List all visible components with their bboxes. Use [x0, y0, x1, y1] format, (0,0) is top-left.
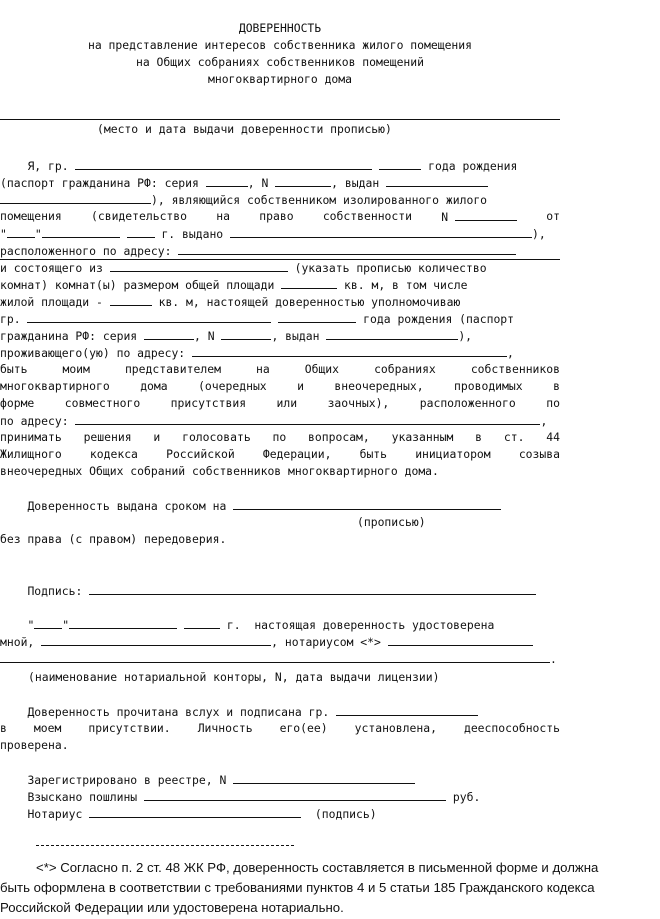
body-line-15: форме совместного присутствия или заочных), расположенного по	[0, 396, 560, 410]
presence-line: в моем присутствии. Личность его(ее) установлена, дееспособность	[0, 721, 560, 735]
signature-label: Подпись:	[27, 584, 83, 598]
document-subtitle-line-1: на представление интересов собственника жилого помещения	[87, 38, 473, 52]
proxy-rights-line: без права (с правом) передоверия.	[0, 532, 227, 546]
document-subtitle-line-3: многоквартирного дома	[207, 72, 352, 86]
passport-series-field[interactable]	[206, 174, 248, 187]
signer-name-field[interactable]	[336, 703, 478, 716]
notary-name-field[interactable]	[41, 633, 271, 646]
notary-office-caption: (наименование нотариальной конторы, N, дата выдачи лицензии)	[28, 670, 440, 684]
certified-text: настоящая доверенность удостоверена	[254, 618, 495, 632]
place-date-caption: (место и дата выдачи доверенности прописью)	[97, 122, 392, 136]
footnote-line-1: <*> Согласно п. 2 ст. 48 ЖК РФ, доверенность составляется в письменной форме и должна	[36, 860, 599, 875]
notary-name-line: мной, , нотариусом <*>	[0, 633, 560, 650]
notary-signature-field[interactable]	[89, 805, 301, 818]
notary-office-field[interactable]	[388, 633, 533, 646]
term-caption: (прописью)	[357, 515, 426, 529]
notary-office-line: .	[0, 650, 560, 667]
body-line-9: жилой площади - кв. м, настоящей доверенностью уполномочиваю	[0, 295, 461, 309]
term-field[interactable]	[233, 497, 501, 510]
body-line-18: Жилищного кодекса Российской Федерации, быть инициатором созыва	[0, 447, 560, 461]
representative-passport-issuer-field[interactable]	[326, 327, 458, 340]
place-date-field[interactable]	[0, 119, 560, 120]
notary-office-continued-field[interactable]	[0, 650, 550, 663]
representative-birth-year-field[interactable]	[278, 310, 356, 323]
body-line-13: быть моим представителем на Общих собраниях собственников	[0, 362, 560, 376]
living-area-field[interactable]	[110, 293, 152, 306]
body-line-16: по адресу: ,	[0, 414, 548, 428]
duty-line: Взыскано пошлины руб.	[27, 790, 481, 804]
body-line-6: расположенного по адресу:	[0, 242, 560, 259]
principal-signature-field[interactable]	[89, 582, 536, 595]
term-label: Доверенность выдана сроком на	[27, 499, 227, 513]
body-line-14: многоквартирного дома (очередных и внеочередных, проводимых в	[0, 379, 560, 393]
registry-line: Зарегистрировано в реестре, N	[0, 771, 560, 788]
verified-line: проверена.	[0, 738, 69, 752]
notary-month-field[interactable]	[69, 616, 177, 629]
registry-number-field[interactable]	[233, 771, 415, 784]
signature-line	[0, 582, 560, 599]
read-aloud-line: Доверенность прочитана вслух и подписана гр.	[0, 703, 560, 720]
total-area-field[interactable]	[281, 276, 337, 289]
representative-passport-series-field[interactable]	[144, 327, 194, 340]
principal-name-field[interactable]	[75, 157, 372, 170]
building-address-field[interactable]	[75, 412, 540, 425]
body-line-11: гражданина РФ: серия , N , выдан ),	[0, 329, 473, 343]
document-title: ДОВЕРЕННОСТЬ	[238, 21, 322, 35]
body-line-2: (паспорт гражданина РФ: серия , N , выдан	[0, 174, 560, 191]
body-line-19: внеочередных Общих собраний собственников многоквартирного дома.	[0, 464, 439, 478]
body-line-10: гр. года рождения (паспорт	[0, 312, 515, 326]
certificate-year-field[interactable]	[127, 225, 155, 238]
body-line-1	[0, 157, 560, 174]
passport-number-field[interactable]	[275, 174, 331, 187]
passport-issuer-field[interactable]	[386, 174, 488, 187]
notary-year-field[interactable]	[184, 616, 220, 629]
principal-birth-year-field[interactable]	[379, 157, 421, 170]
birth-year-label: года рождения	[428, 159, 518, 173]
body-line-8: комнат) комнат(ы) размером общей площади кв. м, в том числе	[0, 278, 468, 292]
body-line-5: " " г. выдано ),	[0, 227, 546, 241]
notary-signature-line: Нотариус (подпись)	[27, 807, 377, 821]
citizen-label: Я, гр.	[27, 159, 69, 173]
body-line-3: ), являющийся собственником изолированного жилого	[0, 191, 560, 208]
passport-issuer-continued-field[interactable]	[0, 191, 151, 204]
document-subtitle-line-2: на Общих собраниях собственников помещений	[135, 55, 425, 69]
rooms-count-field[interactable]	[110, 259, 288, 272]
body-line-12: проживающего(ую) по адресу: ,	[0, 346, 514, 360]
footnote-separator	[36, 845, 294, 846]
certificate-month-field[interactable]	[42, 225, 120, 238]
footnote-line-2: быть оформлена в соответствии с требованиями пунктов 4 и 5 статьи 185 Гражданского кодекса	[0, 880, 595, 895]
notary-date-line: " " г. настоящая доверенность удостоверена	[27, 618, 495, 632]
footnote	[0, 858, 660, 918]
representative-passport-number-field[interactable]	[221, 327, 271, 340]
notary-day-field[interactable]	[34, 616, 62, 629]
certificate-day-field[interactable]	[7, 225, 35, 238]
body-line-17: принимать решения и голосовать по вопросам, указанным в ст. 44	[0, 430, 560, 444]
representative-name-field[interactable]	[27, 310, 271, 323]
property-address-field[interactable]	[178, 242, 516, 255]
certificate-number-field[interactable]	[455, 208, 517, 221]
footnote-line-3: Российской Федерации или удостоверена нотариально.	[0, 900, 344, 915]
duty-amount-field[interactable]	[144, 788, 446, 801]
term-line	[0, 497, 560, 514]
representative-address-field[interactable]	[192, 344, 507, 357]
notary-label: Нотариус	[27, 807, 83, 821]
body-line-7: и состоящего из (указать прописью количество	[0, 261, 487, 275]
certificate-issuer-field[interactable]	[230, 225, 532, 238]
body-line-4: помещения (свидетельство на право собственности N от	[0, 209, 560, 224]
